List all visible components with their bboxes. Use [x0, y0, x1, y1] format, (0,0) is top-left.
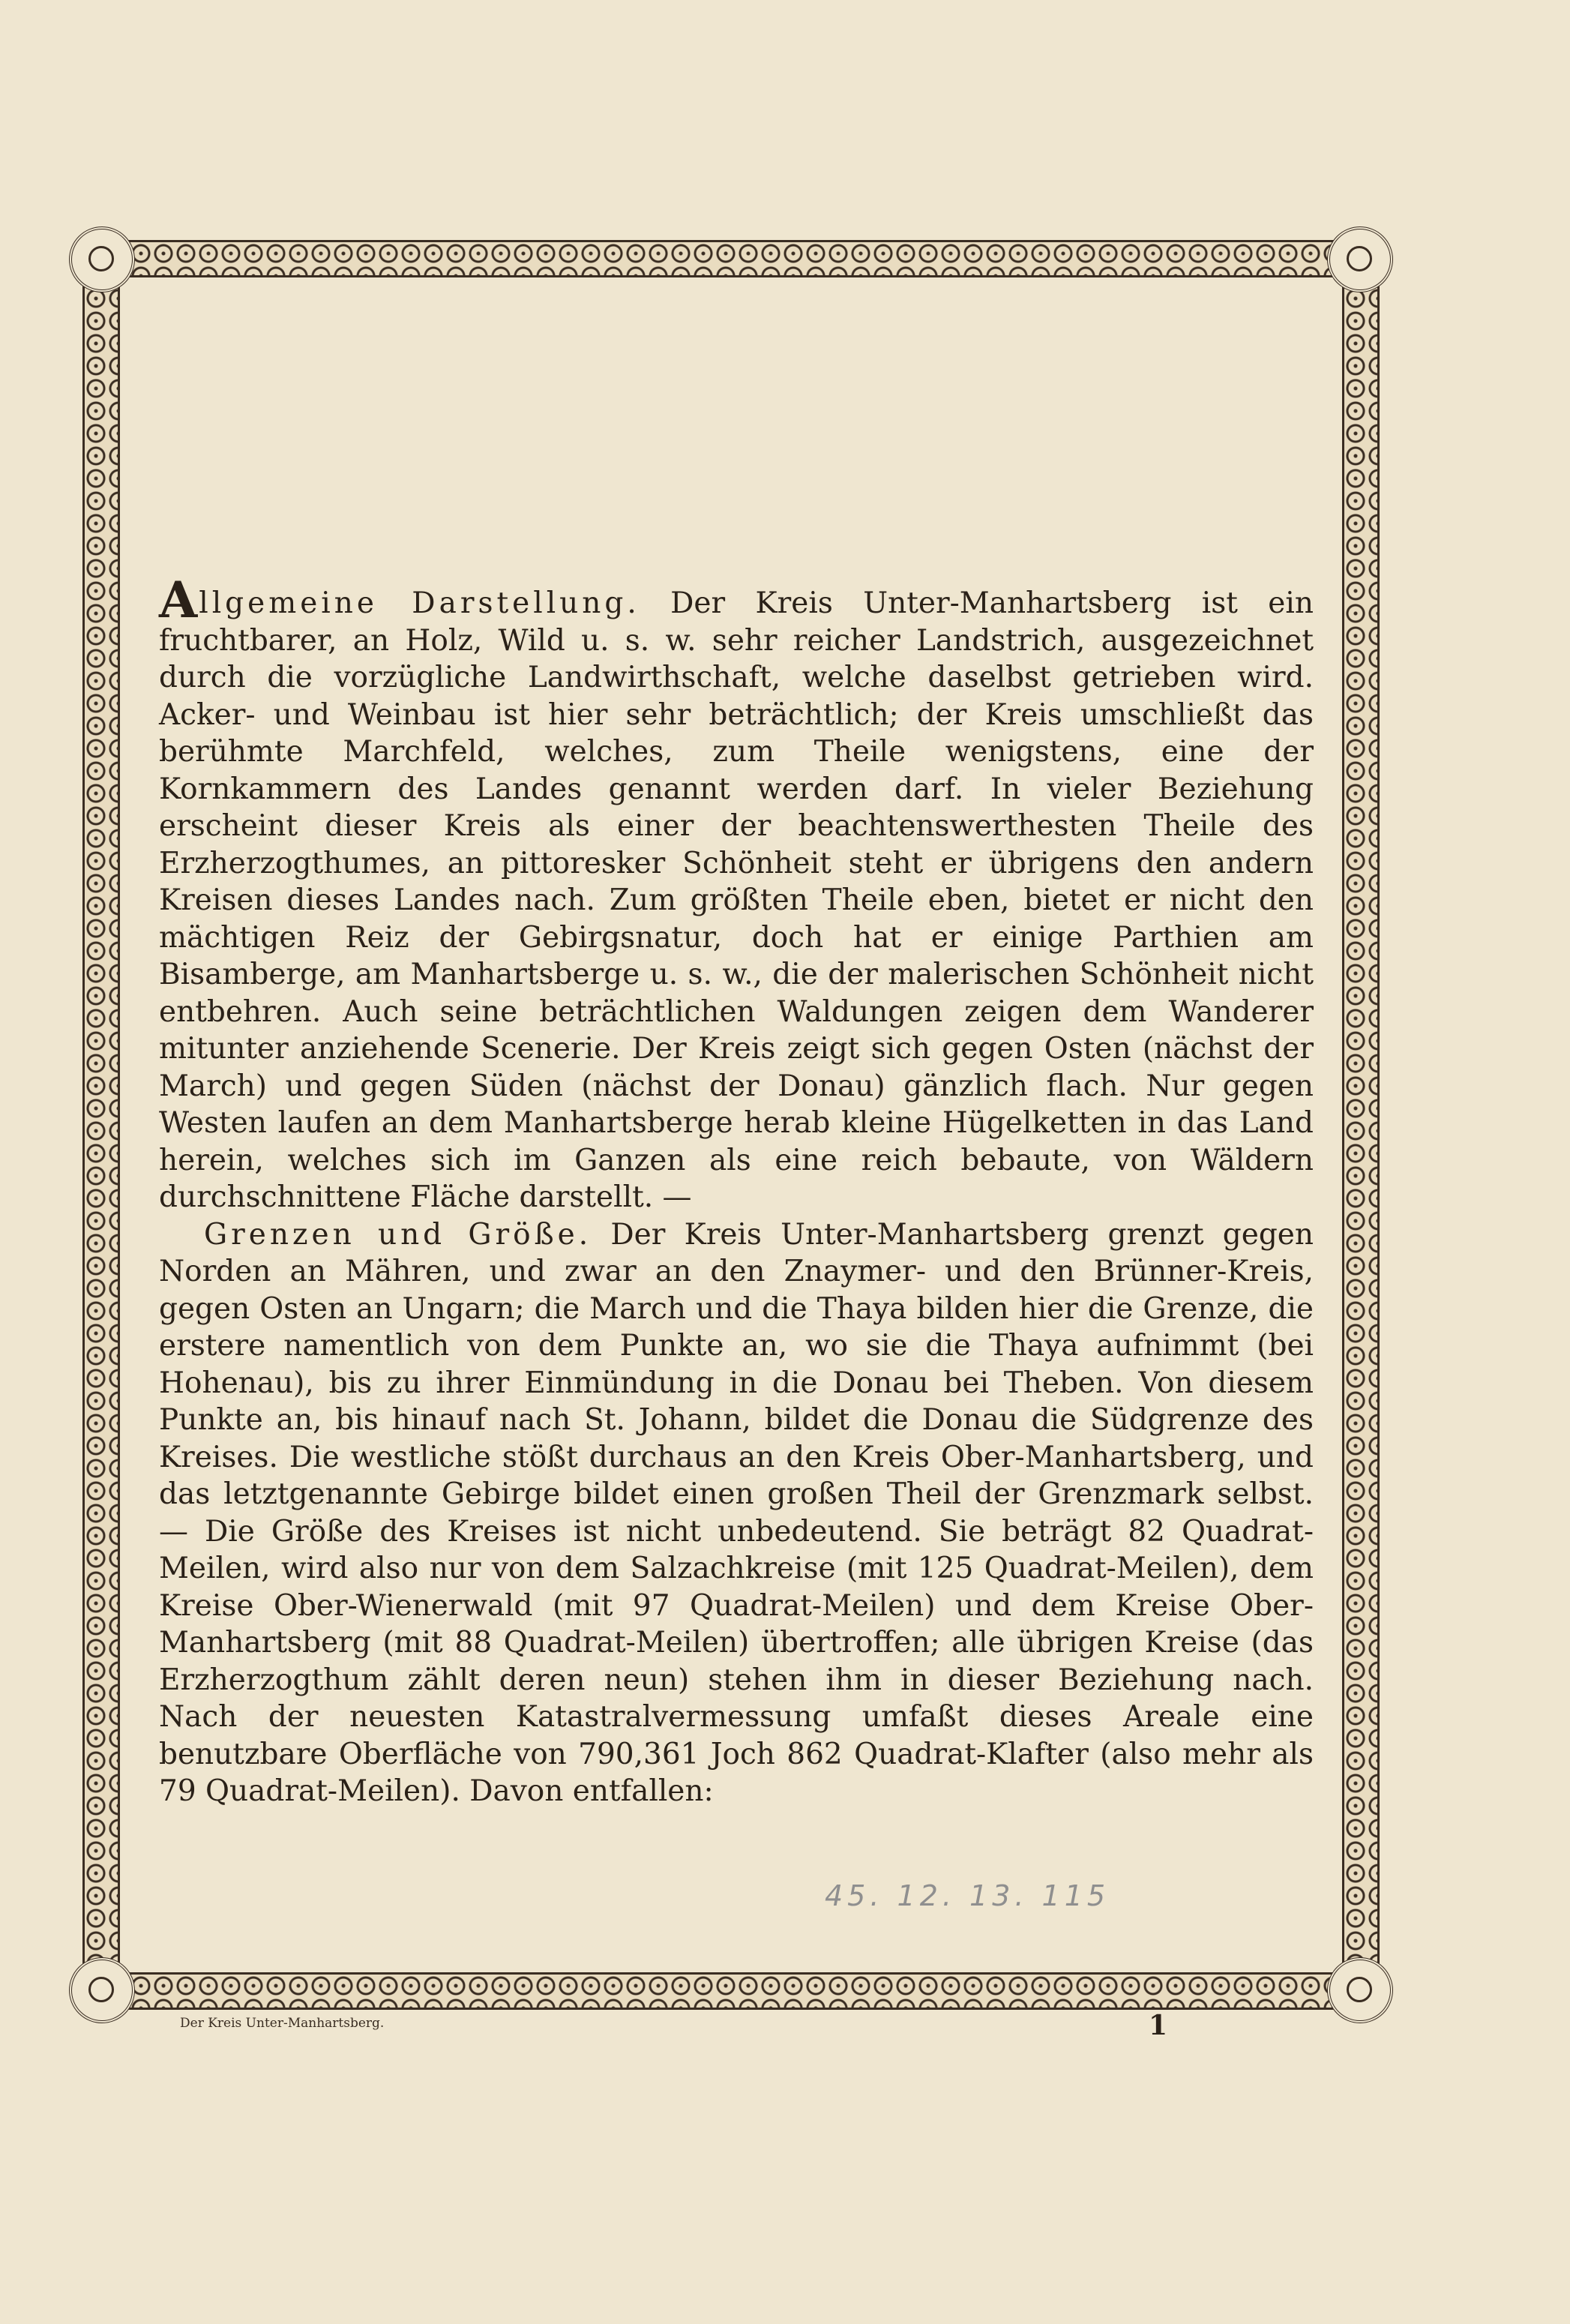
- paragraph-grenzen-und-groesse: [159, 1216, 1314, 1810]
- frame-border-top: [82, 240, 1384, 277]
- section-heading-grenzen-und-groesse: Grenzen und Größe.: [204, 1217, 592, 1252]
- frame-corner-ornament: [1327, 1957, 1393, 2023]
- frame-border-bottom: [82, 1972, 1384, 2010]
- paragraph-text: Der Kreis Unter-Manhartsberg grenzt gegen Norden an Mähren, und zwar an den Znaymer- und den Brünner-Kreis, gegen Osten an Ungarn; die March und die Thaya bilden hier die Grenze, die erstere namentlich von dem Punkte an, wo sie die Thaya aufnimmt (bei Hohenau), bis zu ihrer Einmündung in die Donau bei Theben. Von diesem Punkte an, bis hinauf nach St. Johann, bildet die Donau die Südgrenze des Kreises. Die westliche stößt durchaus an den Kreis Ober-Manhartsberg, und das letztgenannte Gebirge bildet einen großen Theil der Grenzmark selbst. — Die Größe des Kreises ist nicht unbedeutend. Sie beträgt 82 Quadrat-Meilen, wird also nur von dem Salzachkreise (mit 125 Quadrat-Meilen), dem Kreise Ober-Wienerwald (mit 97 Quadrat-Meilen) und dem Kreise Ober-Manhartsberg (mit 88 Quadrat-Meilen) übertroffen; alle übrigen Kreise (das Erzherzogthum zählt deren neun) stehen ihm in dieser Beziehung nach. Nach der neuesten Katastralvermessung umfaßt dieses Areale eine benutzbare Oberfläche von 790,361 Joch 862 Quadrat-Klafter (also mehr als 79 Quadrat-Meilen). Davon entfallen:: [159, 1217, 1314, 1808]
- frame-border-right: [1342, 240, 1380, 2014]
- section-heading-allgemeine-darstellung: llgemeine Darstellung.: [199, 586, 640, 620]
- frame-corner-ornament: [69, 1957, 135, 2023]
- footer-signature: Der Kreis Unter-Manhartsberg.: [180, 2016, 385, 2031]
- frame-border-left: [82, 240, 120, 2014]
- pencil-annotation: 45. 12. 13. 115: [825, 1879, 1110, 1912]
- frame-corner-ornament: [1327, 226, 1393, 292]
- page-number: 1: [1149, 2010, 1168, 2041]
- body-text: [159, 571, 1314, 1810]
- drop-cap: A: [159, 571, 198, 629]
- paragraph-allgemeine-darstellung: [159, 571, 1314, 1216]
- paragraph-text: Der Kreis Unter-Manhartsberg ist ein fruchtbarer, an Holz, Wild u. s. w. sehr reicher Landstrich, ausgezeichnet durch die vorzügliche Landwirthschaft, welche daselbst getrieben wird. Acker- und Weinbau ist hier sehr beträchtlich; der Kreis umschließt das berühmte Marchfeld, welches, zum Theile wenigstens, eine der Kornkammern des Landes genannt werden darf. In vieler Beziehung erscheint dieser Kreis als einer der beachtenswerthesten Theile des Erzherzogthumes, an pittoresker Schönheit steht er übrigens den andern Kreisen dieses Landes nach. Zum größten Theile eben, bietet er nicht den mächtigen Reiz der Gebirgsnatur, doch hat er einige Parthien am Bisamberge, am Manhartsberge u. s. w., die der malerischen Schönheit nicht entbehren. Auch seine beträchtlichen Waldungen zeigen dem Wanderer mitunter anziehende Scenerie. Der Kreis zeigt sich gegen Osten (nächst der March) und gegen Süden (nächst der Donau) gänzlich flach. Nur gegen Westen laufen an dem Manhartsberge herab kleine Hügelketten in das Land herein, welches sich im Ganzen als eine reich bebaute, von Wäldern durchschnittene Fläche darstellt. —: [159, 586, 1314, 1214]
- frame-corner-ornament: [69, 226, 135, 292]
